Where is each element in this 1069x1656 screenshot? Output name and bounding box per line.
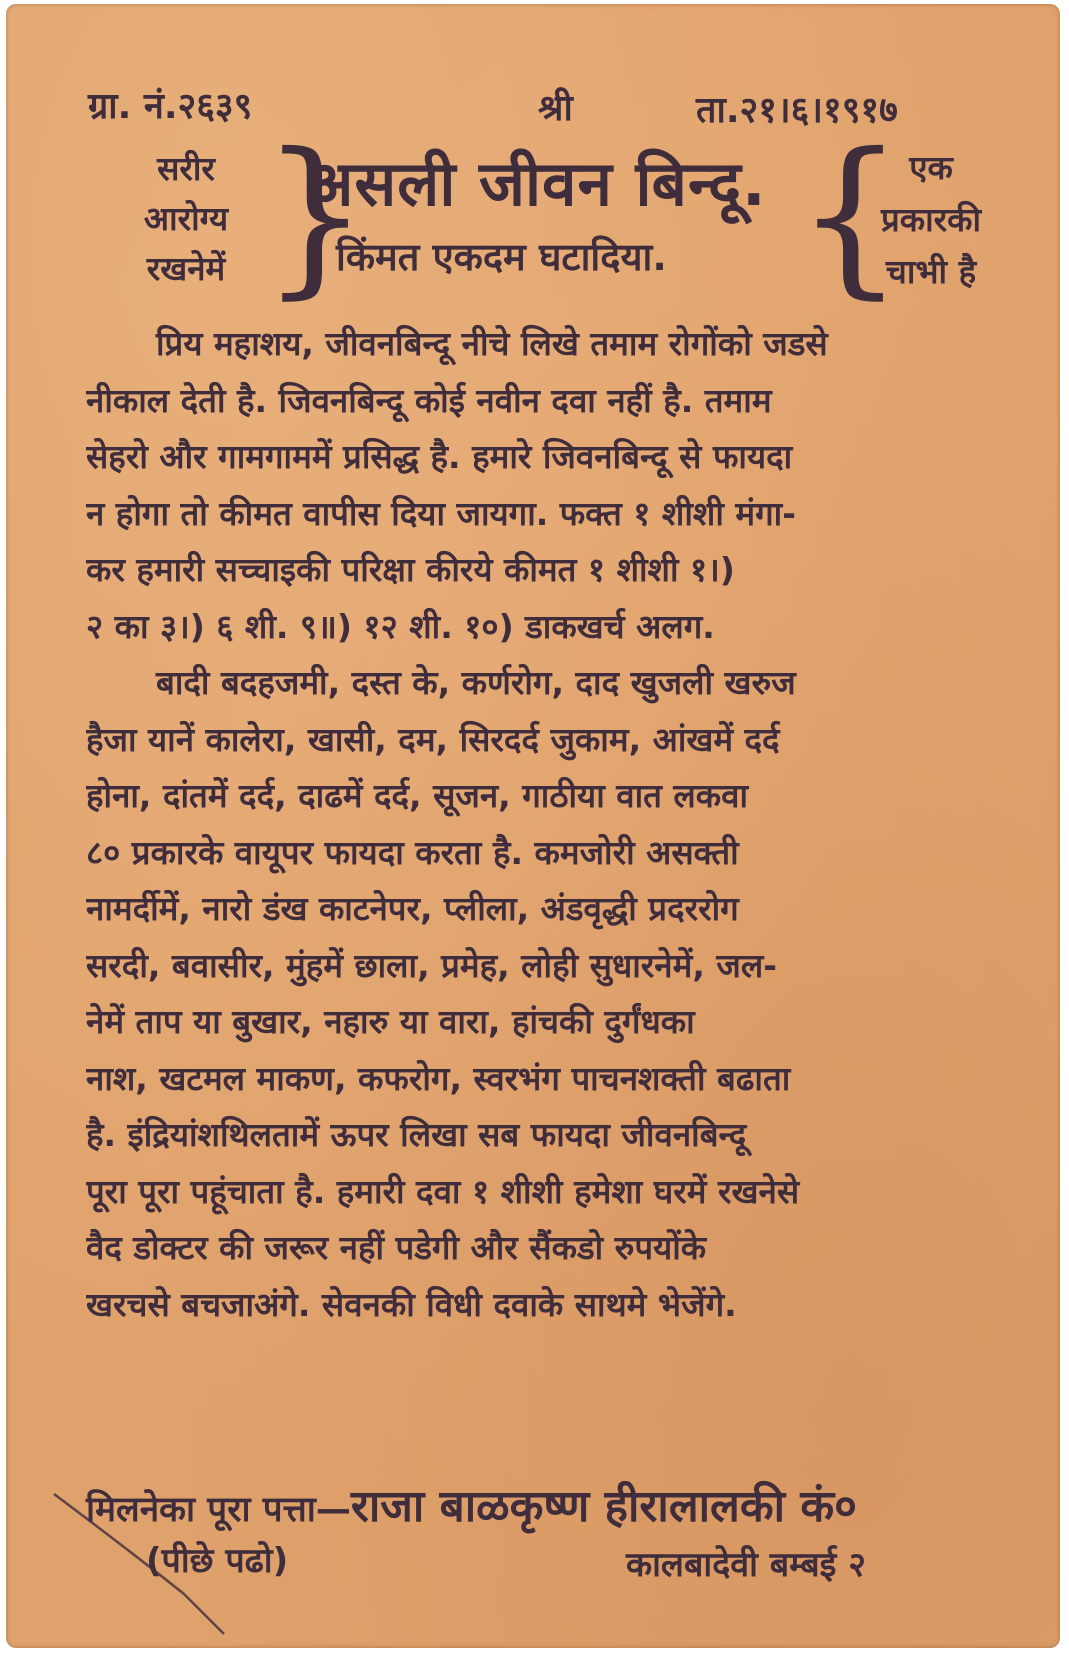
body-line: नेमें ताप या बुखार, नहारु या वारा, हांचकी दुर्गंधका bbox=[86, 1002, 695, 1041]
body-line: सरदी, बवासीर, मुंहमें छाला, प्रमेह, लोही सुधारनेमें, जल- bbox=[86, 945, 777, 985]
body-line: कर हमारी सच्चाइकी परिक्षा कीरये कीमत १ शीशी १।) bbox=[86, 550, 735, 589]
body-line: सेहरो और गामगाममें प्रसिद्ध है. हमारे जिवनबिन्दू से फायदा bbox=[86, 437, 793, 476]
body-line: नीकाल देती है. जिवनबिन्दू कोई नवीन दवा नहीं है. तमाम bbox=[86, 380, 772, 420]
advertisement-body bbox=[86, 316, 1011, 1333]
left-side-note-line: आरोग्य bbox=[143, 199, 229, 238]
shri-invocation: श्री bbox=[538, 88, 573, 129]
left-curly-brace: { bbox=[796, 117, 905, 315]
body-line: २ का ३।) ६ शी. ९॥) १२ शी. १०) डाकखर्च अलग. bbox=[86, 606, 715, 646]
body-line: है. इंद्रियांशथिलतामें ऊपर लिखा सब फायदा जीवनबिन्दू bbox=[86, 1115, 747, 1154]
postcard bbox=[6, 4, 1060, 1648]
right-side-note-line: प्रकारकी bbox=[880, 200, 982, 239]
body-line: नामर्दीमें, नारो डंख काटनेपर, प्लीला, अंडवृद्धी प्रदररोग bbox=[86, 889, 739, 928]
turn-over-note: (पीछे पढो) bbox=[146, 1541, 289, 1581]
brand-title: असली जीवन बिन्दू. bbox=[306, 147, 767, 220]
body-line: खरचसे बचजाअंगे. सेवनकी विधी दवाके साथमे भेजेंगे. bbox=[86, 1284, 737, 1324]
body-line: ८० प्रकारके वायूपर फायदा करता है. कमजोरी असक्ती bbox=[86, 832, 739, 872]
title-block bbox=[6, 117, 1060, 315]
date: ता.२१।६।१९१७ bbox=[696, 90, 898, 131]
right-side-note bbox=[846, 142, 1016, 298]
body-line: होना, दांतमें दर्द, दाढमें दर्द, सूजन, गाठीया वात लकवा bbox=[86, 776, 749, 815]
body-line: वैद डोक्टर की जरूर नहीं पडेगी और सैंकडो रुपयोंके bbox=[86, 1228, 707, 1267]
body-line: हैजा यानें कालेरा, खासी, दम, सिरदर्द जुकाम, आंखमें दर्द bbox=[86, 719, 780, 759]
body-line: बादी बदहजमी, दस्त के, कर्णरोग, दाद खुजली खरुज bbox=[156, 663, 796, 702]
address-prefix: मिलनेका पूरा पत्ता— bbox=[86, 1490, 351, 1530]
company-name: राजा बाळकृष्ण हीरालालकी कं० bbox=[350, 1481, 858, 1532]
body-line: पूरा पूरा पहूंचाता है. हमारी दवा १ शीशी हमेशा घरमें रखनेसे bbox=[86, 1171, 800, 1211]
location: कालबादेवी बम्बई २ bbox=[626, 1545, 866, 1585]
body-line: न होगा तो कीमत वापीस दिया जायगा. फक्त १ शीशी मंगा- bbox=[86, 493, 796, 533]
reference-number: ग्रा. नं.२६३९ bbox=[88, 86, 253, 127]
right-curly-brace: } bbox=[261, 117, 370, 315]
body-line: नाश, खटमल माकण, कफरोग, स्वरभंग पाचनशक्ती बढाता bbox=[86, 1058, 791, 1098]
left-side-note-line: सरीर bbox=[157, 149, 215, 188]
right-side-note-line: एक bbox=[909, 148, 953, 187]
body-line: प्रिय महाशय, जीवनबिन्दू नीचे लिखे तमाम रोगोंको जडसे bbox=[156, 324, 828, 363]
left-side-note-line: रखनेमें bbox=[146, 249, 226, 288]
left-side-note bbox=[106, 144, 266, 294]
right-side-note-line: चाभी है bbox=[885, 252, 977, 291]
brand-tagline: किंमत एकदम घटादिया. bbox=[336, 235, 667, 279]
